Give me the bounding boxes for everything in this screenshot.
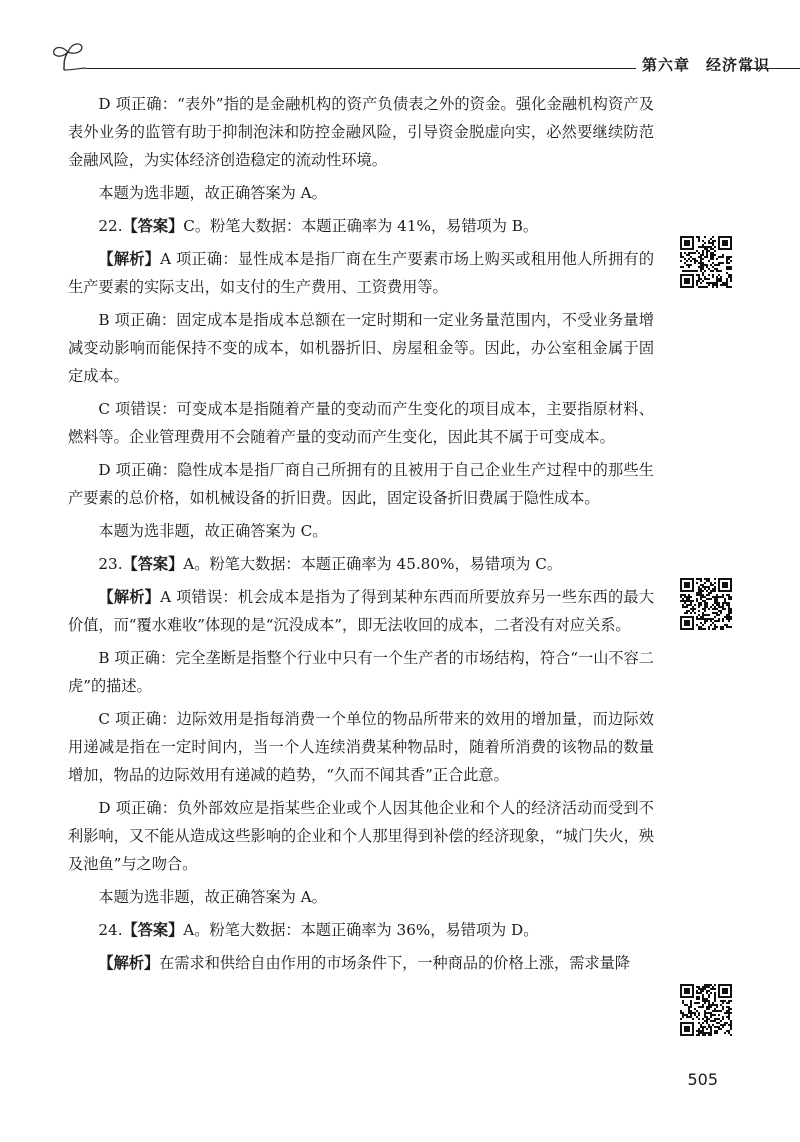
paragraph-text: D 项正确：隐性成本是指厂商自己所拥有的且被用于自己企业生产过程中的那些生产要素的总价格，如机械设备的折旧费。因此，固定设备折旧费属于隐性成本。	[68, 461, 654, 507]
paragraph	[68, 916, 654, 944]
header-rule-right	[740, 68, 800, 69]
paragraph-text: 在需求和供给自由作用的市场条件下，一种商品的价格上涨，需求量降	[159, 954, 630, 972]
paragraph-text: C 项正确：边际效用是指每消费一个单位的物品所带来的效用的增加量，而边际效用递减是指在一定时间内，当一个人连续消费某种物品时，随着所消费的该物品的数量增加，物品的边际效用有递减的趋势，“久而不闻其香”正合此意。	[68, 710, 654, 784]
paragraph	[68, 705, 654, 789]
qr-code-icon	[680, 236, 732, 288]
qr-code-icon	[680, 578, 732, 630]
paragraph	[68, 245, 654, 301]
question-number: 24.	[98, 921, 123, 939]
analysis-label: 【解析】	[98, 954, 160, 972]
paragraph-text: D 项正确：“表外”指的是金融机构的资产负债表之外的资金。强化金融机构资产及表外业务的监管有助于抑制泡沫和防控金融风险，引导资金脱虚向实，必然要继续防范金融风险，为实体经济创造稳定的流动性环境。	[68, 95, 654, 169]
paragraph	[68, 644, 654, 700]
paragraph	[68, 456, 654, 512]
paragraph	[68, 550, 654, 578]
page-number: 505	[687, 1070, 718, 1089]
paragraph-text: A。粉笔大数据：本题正确率为 45.80%，易错项为 C。	[183, 555, 563, 573]
question-number: 22.	[98, 217, 123, 235]
paragraph-text: D 项正确：负外部效应是指某些企业或个人因其他企业和个人的经济活动而受到不利影响，又不能从造成这些影响的企业和个人那里得到补偿的经济现象，“城门失火，殃及池鱼”与之吻合。	[68, 799, 654, 873]
paragraph	[68, 179, 654, 207]
header-rule-left	[86, 68, 636, 69]
paragraph	[68, 794, 654, 878]
paragraph	[68, 212, 654, 240]
running-header	[50, 40, 771, 76]
paragraph-text: C。粉笔大数据：本题正确率为 41%，易错项为 B。	[183, 217, 539, 235]
paragraph-text: 本题为选非题，故正确答案为 A。	[98, 888, 327, 906]
paragraph-text: B 项正确：完全垄断是指整个行业中只有一个生产者的市场结构，符合“一山不容二虎”的描述。	[68, 649, 654, 695]
paragraph	[68, 395, 654, 451]
qr-code-icon	[680, 984, 732, 1036]
analysis-label: 【解析】	[98, 588, 161, 606]
paragraph-text: A。粉笔大数据：本题正确率为 36%，易错项为 D。	[183, 921, 539, 939]
paragraph	[68, 583, 654, 639]
paragraph	[68, 306, 654, 390]
chapter-title: 第六章 经济常识	[642, 56, 771, 74]
analysis-label: 【解析】	[98, 250, 161, 268]
paragraph	[68, 883, 654, 911]
paragraph-text: 本题为选非题，故正确答案为 A。	[98, 184, 327, 202]
paragraph	[68, 517, 654, 545]
paragraph-text: 本题为选非题，故正确答案为 C。	[98, 522, 328, 540]
paragraph	[68, 949, 654, 977]
paragraph	[68, 90, 654, 174]
question-number: 23.	[98, 555, 123, 573]
paragraph-text: C 项错误：可变成本是指随着产量的变动而产生变化的项目成本，主要指原材料、燃料等。企业管理费用不会随着产量的变动而产生变化，因此其不属于可变成本。	[68, 400, 654, 446]
body-text	[68, 90, 654, 982]
answer-label: 【答案】	[122, 555, 184, 573]
paragraph-text: A 项正确：显性成本是指厂商在生产要素市场上购买或租用他人所拥有的生产要素的实际支出，如支付的生产费用、工资费用等。	[68, 250, 655, 296]
paragraph-text: A 项错误：机会成本是指为了得到某种东西而所要放弃另一些东西的最大价值，而“覆水难收”体现的是“沉没成本”，即无法收回的成本，二者没有对应关系。	[68, 588, 655, 634]
answer-label: 【答案】	[122, 921, 184, 939]
sprout-icon	[50, 40, 90, 76]
answer-label: 【答案】	[122, 217, 184, 235]
paragraph-text: B 项正确：固定成本是指成本总额在一定时期和一定业务量范围内，不受业务量增减变动影响而能保持不变的成本，如机器折旧、房屋租金等。因此，办公室租金属于固定成本。	[68, 311, 654, 385]
